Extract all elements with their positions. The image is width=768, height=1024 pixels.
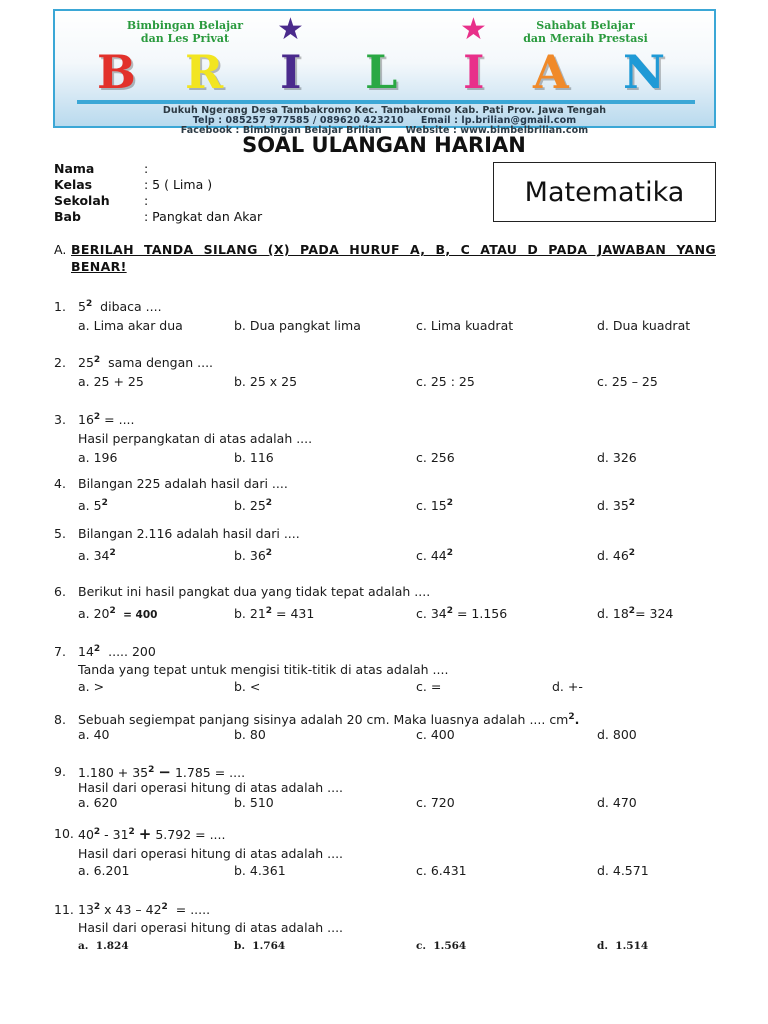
brand-letter-i1: I [280, 45, 302, 99]
option-d[interactable]: d. 4.571 [597, 863, 649, 878]
stem-part: 13 [78, 902, 94, 917]
stem-exponent: 2 [148, 765, 155, 775]
banner-phone: Telp : 085257 977585 / 089620 423210 [192, 115, 404, 126]
option-exponent: 2 [265, 548, 273, 558]
option-exponent: 2 [628, 498, 636, 508]
option-base: 5 [93, 498, 102, 513]
option-label: a. [78, 548, 94, 563]
brand-letter-b: B [97, 45, 136, 99]
option-a[interactable]: a. Lima akar dua [78, 318, 183, 333]
option-exponent: 2 [109, 606, 116, 616]
question-number: 3. [54, 412, 66, 427]
subject-box: Matematika [493, 162, 716, 222]
option-exponent: 2 [446, 548, 453, 558]
option-b[interactable]: b. 1.764 [234, 940, 286, 952]
options [54, 727, 716, 743]
tagline-right-line-2: dan Meraih Prestasi [523, 32, 648, 45]
option-label: a. [78, 498, 94, 513]
identity-label: Nama [54, 161, 95, 176]
question-8 [54, 712, 716, 743]
question-stem: Bilangan 225 adalah hasil dari .... [78, 476, 288, 491]
identity-value: : Pangkat dan Akar [144, 209, 263, 224]
option-label: b. [234, 606, 250, 621]
option-exponent: 2 [446, 498, 453, 508]
instruction [54, 241, 716, 275]
option-a[interactable] [78, 606, 157, 623]
option-base: 20 [93, 606, 110, 621]
options [54, 498, 716, 514]
instruction-text: BERILAH TANDA SILANG (X) PADA HURUF A, B, C ATAU D PADA JAWABAN YANG BENAR! [71, 242, 716, 274]
banner-tagline-left [110, 19, 260, 45]
question-number: 8. [54, 712, 66, 727]
option-base: 44 [430, 548, 447, 563]
stem-exponent: 2 [161, 902, 168, 912]
question-number: 4. [54, 476, 66, 491]
stem-base: 14 [78, 644, 94, 659]
stem-part: - 31 [100, 827, 129, 842]
stem-text: dibaca .... [92, 299, 162, 314]
options [54, 795, 716, 811]
identity-value: : 5 ( Lima ) [144, 177, 213, 192]
question-number: 6. [54, 584, 66, 599]
option-c[interactable]: c. 400 [416, 727, 455, 742]
stem-exponent: 2 [93, 644, 101, 654]
stem-exponent: 2 [93, 827, 101, 837]
option-c[interactable] [416, 498, 453, 514]
options [54, 318, 716, 334]
page-title: SOAL ULANGAN HARIAN [242, 133, 526, 157]
option-d[interactable]: d. 326 [597, 450, 637, 465]
option-base: 36 [249, 548, 266, 563]
question-stem: Berikut ini hasil pangkat dua yang tidak tepat adalah .... [78, 584, 431, 599]
tagline-left-line-1: Bimbingan Belajar [126, 19, 244, 32]
stem-part: 1.785 = .... [174, 765, 246, 780]
option-exponent: 2 [101, 498, 108, 508]
option-d[interactable]: d. Dua kuadrat [597, 318, 691, 333]
question-1 [54, 299, 716, 334]
question-stem [78, 355, 716, 371]
banner-email: Email : lp.brilian@gmail.com [420, 115, 577, 126]
option-d[interactable]: d. 1.514 [597, 940, 649, 952]
question-6 [54, 584, 716, 622]
option-exponent: 2 [265, 498, 273, 508]
stem-tail: . [574, 712, 580, 727]
question-number: 2. [54, 355, 66, 370]
option-d[interactable]: d. 470 [597, 795, 637, 810]
option-result: = 431 [272, 606, 315, 621]
question-stem [78, 826, 716, 843]
option-base: 34 [93, 548, 110, 563]
stem-part: 1.180 + 35 [78, 765, 149, 780]
question-stem [78, 299, 716, 315]
question-number: 10. [54, 826, 74, 841]
brand-letter-r: R [185, 45, 224, 99]
identity-label: Bab [54, 209, 81, 224]
option-exponent: 2 [109, 548, 116, 558]
option-base: 21 [249, 606, 266, 621]
option-base: 35 [612, 498, 629, 513]
option-label: b. [234, 498, 250, 513]
option-c[interactable]: c. 256 [416, 450, 455, 465]
option-b[interactable]: b. < [234, 679, 261, 694]
option-d[interactable] [597, 498, 635, 514]
question-stem [78, 412, 716, 428]
options [54, 938, 716, 954]
option-result: = 400 [115, 609, 158, 621]
tagline-left-line-2: dan Les Privat [140, 32, 230, 45]
option-b[interactable] [234, 548, 272, 564]
options [54, 863, 716, 879]
option-base: 34 [430, 606, 447, 621]
question-number: 7. [54, 644, 66, 659]
star-icon-purple: ★ [277, 12, 304, 47]
option-c[interactable] [416, 548, 453, 564]
banner-tagline-right [503, 19, 668, 45]
option-base: 25 [249, 498, 266, 513]
identity-label: Kelas [54, 177, 93, 192]
option-b[interactable]: b. Dua pangkat lima [234, 318, 361, 333]
stem-part: x 43 – 42 [100, 902, 162, 917]
option-c[interactable]: c. 1.564 [416, 940, 467, 952]
question-5 [54, 526, 716, 564]
question-stem: Bilangan 2.116 adalah hasil dari .... [78, 526, 300, 541]
option-b[interactable] [234, 606, 314, 622]
option-exponent: 2 [446, 606, 453, 616]
minus-operator: − [158, 763, 171, 781]
question-stem [78, 712, 716, 728]
option-a[interactable]: a. 196 [78, 450, 118, 465]
question-stem [78, 902, 716, 918]
banner-facebook: Facebook : Bimbingan Belajar Brilian [180, 125, 382, 136]
option-base: 46 [612, 548, 629, 563]
option-label: c. [416, 498, 431, 513]
identity-value: : [144, 161, 149, 176]
question-subtext: Tanda yang tepat untuk mengisi titik-titik di atas adalah .... [78, 662, 449, 677]
options [54, 679, 716, 695]
option-b[interactable]: b. 25 x 25 [234, 374, 298, 389]
option-a[interactable]: a. 1.824 [78, 940, 129, 952]
identity-label: Sekolah [54, 193, 110, 208]
identity-value: : [144, 193, 149, 208]
option-result: = 324 [635, 606, 674, 621]
option-label: d. [597, 498, 613, 513]
option-label: c. [416, 548, 431, 563]
option-c[interactable]: c. 720 [416, 795, 455, 810]
option-exponent: 2 [628, 548, 636, 558]
option-d[interactable]: c. 25 – 25 [597, 374, 658, 389]
question-number: 5. [54, 526, 66, 541]
brand-letter-n: N [623, 45, 666, 99]
option-label: b. [234, 548, 250, 563]
question-10 [54, 826, 716, 879]
options [54, 606, 716, 622]
banner-divider [77, 100, 695, 104]
question-subtext: Hasil dari operasi hitung di atas adalah .... [78, 846, 344, 861]
question-subtext: Hasil dari operasi hitung di atas adalah .... [78, 920, 344, 935]
option-b[interactable]: b. 116 [234, 450, 274, 465]
option-a[interactable]: a. 6.201 [78, 863, 130, 878]
question-3 [54, 412, 716, 466]
instruction-prefix: A. [54, 242, 67, 257]
stem-exponent: 2 [93, 412, 101, 422]
option-result: = 1.156 [453, 606, 508, 621]
stem-base: 16 [78, 412, 94, 427]
brand-letter-l: L [365, 45, 398, 99]
identity-kelas [54, 177, 262, 193]
option-c[interactable]: c. Lima kuadrat [416, 318, 514, 333]
identity-sekolah [54, 193, 262, 209]
option-a[interactable]: a. 620 [78, 795, 118, 810]
stem-part: = ..... [167, 902, 211, 917]
option-a[interactable] [78, 498, 108, 514]
option-b[interactable]: b. 510 [234, 795, 274, 810]
option-label: c. [416, 606, 431, 621]
question-9 [54, 764, 716, 811]
question-subtext: Hasil dari operasi hitung di atas adalah .... [78, 780, 344, 795]
option-c[interactable] [416, 606, 507, 622]
question-stem [78, 764, 716, 781]
option-exponent: 2 [265, 606, 273, 616]
options [54, 548, 716, 564]
option-a[interactable]: a. 40 [78, 727, 110, 742]
tagline-right-line-1: Sahabat Belajar [536, 19, 635, 32]
stem-text: Sebuah segiempat panjang sisinya adalah 20 cm. Maka luasnya adalah .... cm [78, 712, 569, 727]
question-number: 11. [54, 902, 74, 917]
identity-bab [54, 209, 262, 225]
question-7 [54, 644, 716, 695]
option-b[interactable]: b. 80 [234, 727, 266, 742]
options [54, 450, 716, 466]
option-base: 18 [612, 606, 629, 621]
question-stem [78, 644, 716, 660]
option-d[interactable] [597, 606, 673, 622]
option-label: d. [597, 606, 613, 621]
option-b[interactable] [234, 498, 272, 514]
option-a[interactable] [78, 548, 116, 564]
stem-text: = .... [100, 412, 135, 427]
plus-operator: + [138, 825, 152, 843]
question-subtext: Hasil perpangkatan di atas adalah .... [78, 431, 313, 446]
banner-website: Website : www.bimbelbrilian.com [405, 125, 589, 136]
stem-part: 40 [78, 827, 94, 842]
brand-letter-a: A [533, 45, 569, 99]
stem-base: 5 [78, 299, 86, 314]
option-d[interactable]: d. +- [552, 679, 583, 694]
option-c[interactable]: c. 25 : 25 [416, 374, 475, 389]
stem-exponent: 2 [93, 355, 101, 365]
stem-exponent: 2 [85, 299, 93, 309]
option-c[interactable]: c. = [416, 679, 442, 694]
stem-exponent: 2 [128, 827, 135, 837]
stem-base: 25 [78, 355, 94, 370]
question-number: 9. [54, 764, 66, 779]
option-a[interactable]: a. > [78, 679, 105, 694]
option-a[interactable]: a. 25 + 25 [78, 374, 144, 389]
identity-nama [54, 161, 262, 177]
stem-exponent: 2 [568, 712, 575, 722]
question-4 [54, 476, 716, 514]
options [54, 374, 716, 390]
option-d[interactable] [597, 548, 635, 564]
option-b[interactable]: b. 4.361 [234, 863, 286, 878]
stem-text: ..... 200 [100, 644, 156, 659]
option-exponent: 2 [628, 606, 636, 616]
stem-text: sama dengan .... [100, 355, 214, 370]
stem-exponent: 2 [93, 902, 101, 912]
question-2 [54, 355, 716, 390]
banner-address: Dukuh Ngerang Desa Tambakromo Kec. Tambakromo Kab. Pati Prov. Jawa Tengah [162, 105, 607, 116]
star-icon-pink: ★ [460, 12, 487, 47]
stem-part: 5.792 = .... [155, 827, 226, 842]
option-d[interactable]: d. 800 [597, 727, 637, 742]
option-label: a. [78, 606, 94, 621]
question-11 [54, 902, 716, 954]
student-identity [54, 161, 262, 225]
option-base: 15 [430, 498, 447, 513]
header-banner [53, 9, 716, 136]
question-number: 1. [54, 299, 66, 314]
brand-letter-i2: I [463, 45, 485, 99]
option-label: d. [597, 548, 613, 563]
option-c[interactable]: c. 6.431 [416, 863, 467, 878]
